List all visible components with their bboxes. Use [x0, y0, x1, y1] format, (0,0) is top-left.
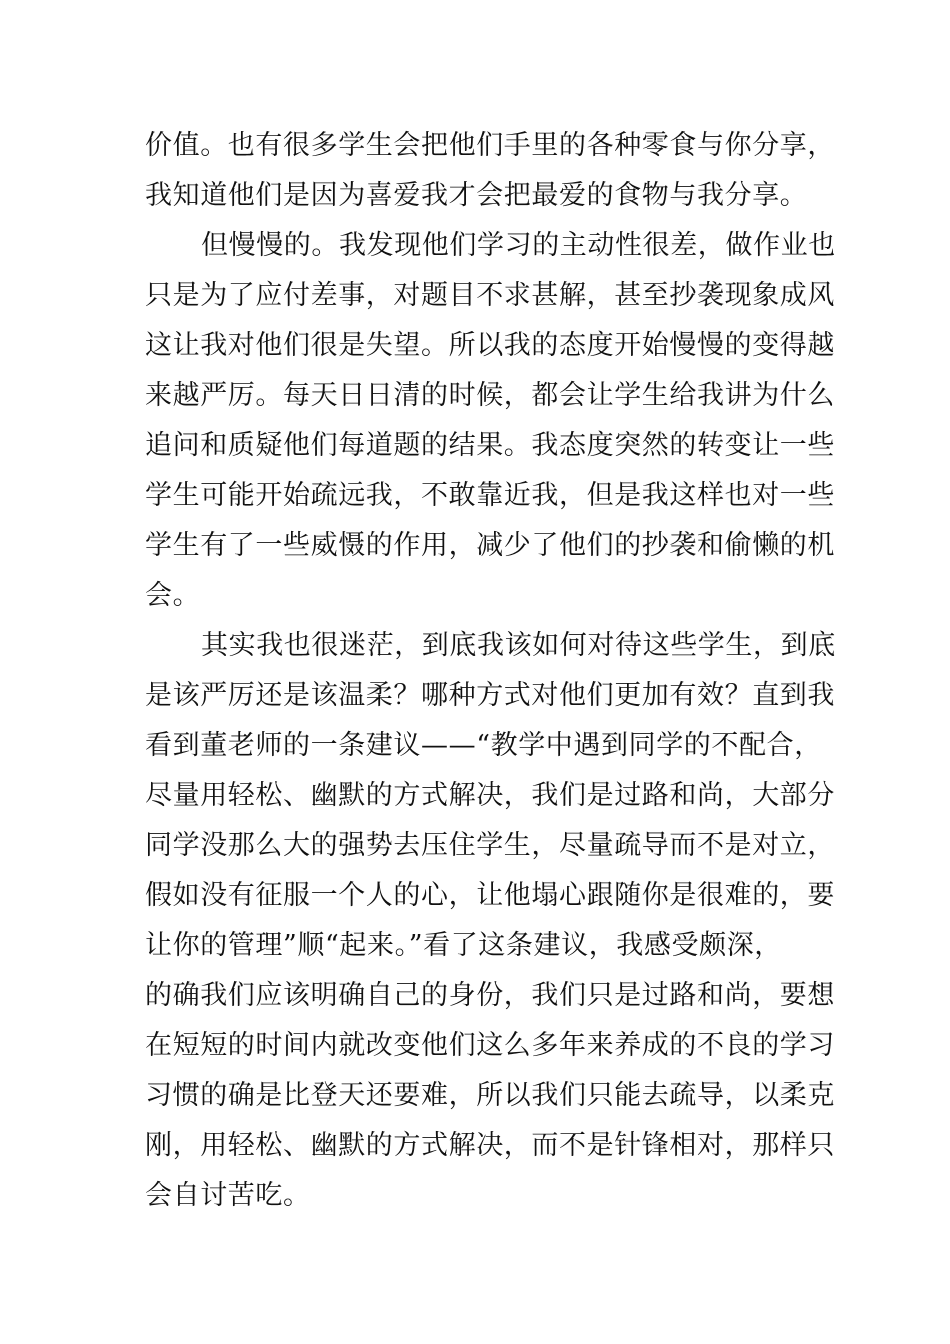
text-line: 只是为了应付差事，对题目不求甚解，甚至抄袭现象成风 [145, 280, 835, 311]
paragraph-start-line: 其实我也很迷茫，到底我该如何对待这些学生，到底 [201, 630, 836, 661]
text-line: 假如没有征服一个人的心，让他塌心跟随你是很难的，要 [145, 880, 835, 911]
text-line: 价值。也有很多学生会把他们手里的各种零食与你分享， [145, 130, 835, 161]
body-text [145, 121, 836, 1221]
text-line: 学生有了一些威慑的作用，减少了他们的抄袭和偷懒的机 [145, 530, 835, 561]
paragraph-start-line: 但慢慢的。我发现他们学习的主动性很差，做作业也 [201, 230, 836, 261]
text-line: 习惯的确是比登天还要难，所以我们只能去疏导，以柔克 [145, 1080, 835, 1111]
text-line: 的确我们应该明确自己的身份，我们只是过路和尚，要想 [145, 980, 835, 1011]
text-line: 让你的管理”顺“起来。”看了这条建议，我感受颇深， [145, 930, 782, 961]
text-line: 看到董老师的一条建议——“教学中遇到同学的不配合， [145, 730, 822, 761]
text-line: 尽量用轻松、幽默的方式解决，我们是过路和尚，大部分 [145, 780, 835, 811]
text-line: 我知道他们是因为喜爱我才会把最爱的食物与我分享。 [145, 180, 808, 211]
text-line: 追问和质疑他们每道题的结果。我态度突然的转变让一些 [145, 430, 835, 461]
text-line: 刚，用轻松、幽默的方式解决，而不是针锋相对，那样只 [145, 1130, 835, 1161]
text-line: 学生可能开始疏远我，不敢靠近我，但是我这样也对一些 [145, 480, 835, 511]
text-line: 会自讨苦吃。 [145, 1180, 311, 1211]
text-line: 在短短的时间内就改变他们这么多年来养成的不良的学习 [145, 1030, 835, 1061]
text-line: 来越严厉。每天日日清的时候，都会让学生给我讲为什么 [145, 380, 835, 411]
text-line: 会。 [145, 580, 201, 611]
text-line: 是该严厉还是该温柔？哪种方式对他们更加有效？直到我 [145, 680, 835, 711]
text-line: 这让我对他们很是失望。所以我的态度开始慢慢的变得越 [145, 330, 835, 361]
text-line: 同学没那么大的强势去压住学生，尽量疏导而不是对立， [145, 830, 835, 861]
